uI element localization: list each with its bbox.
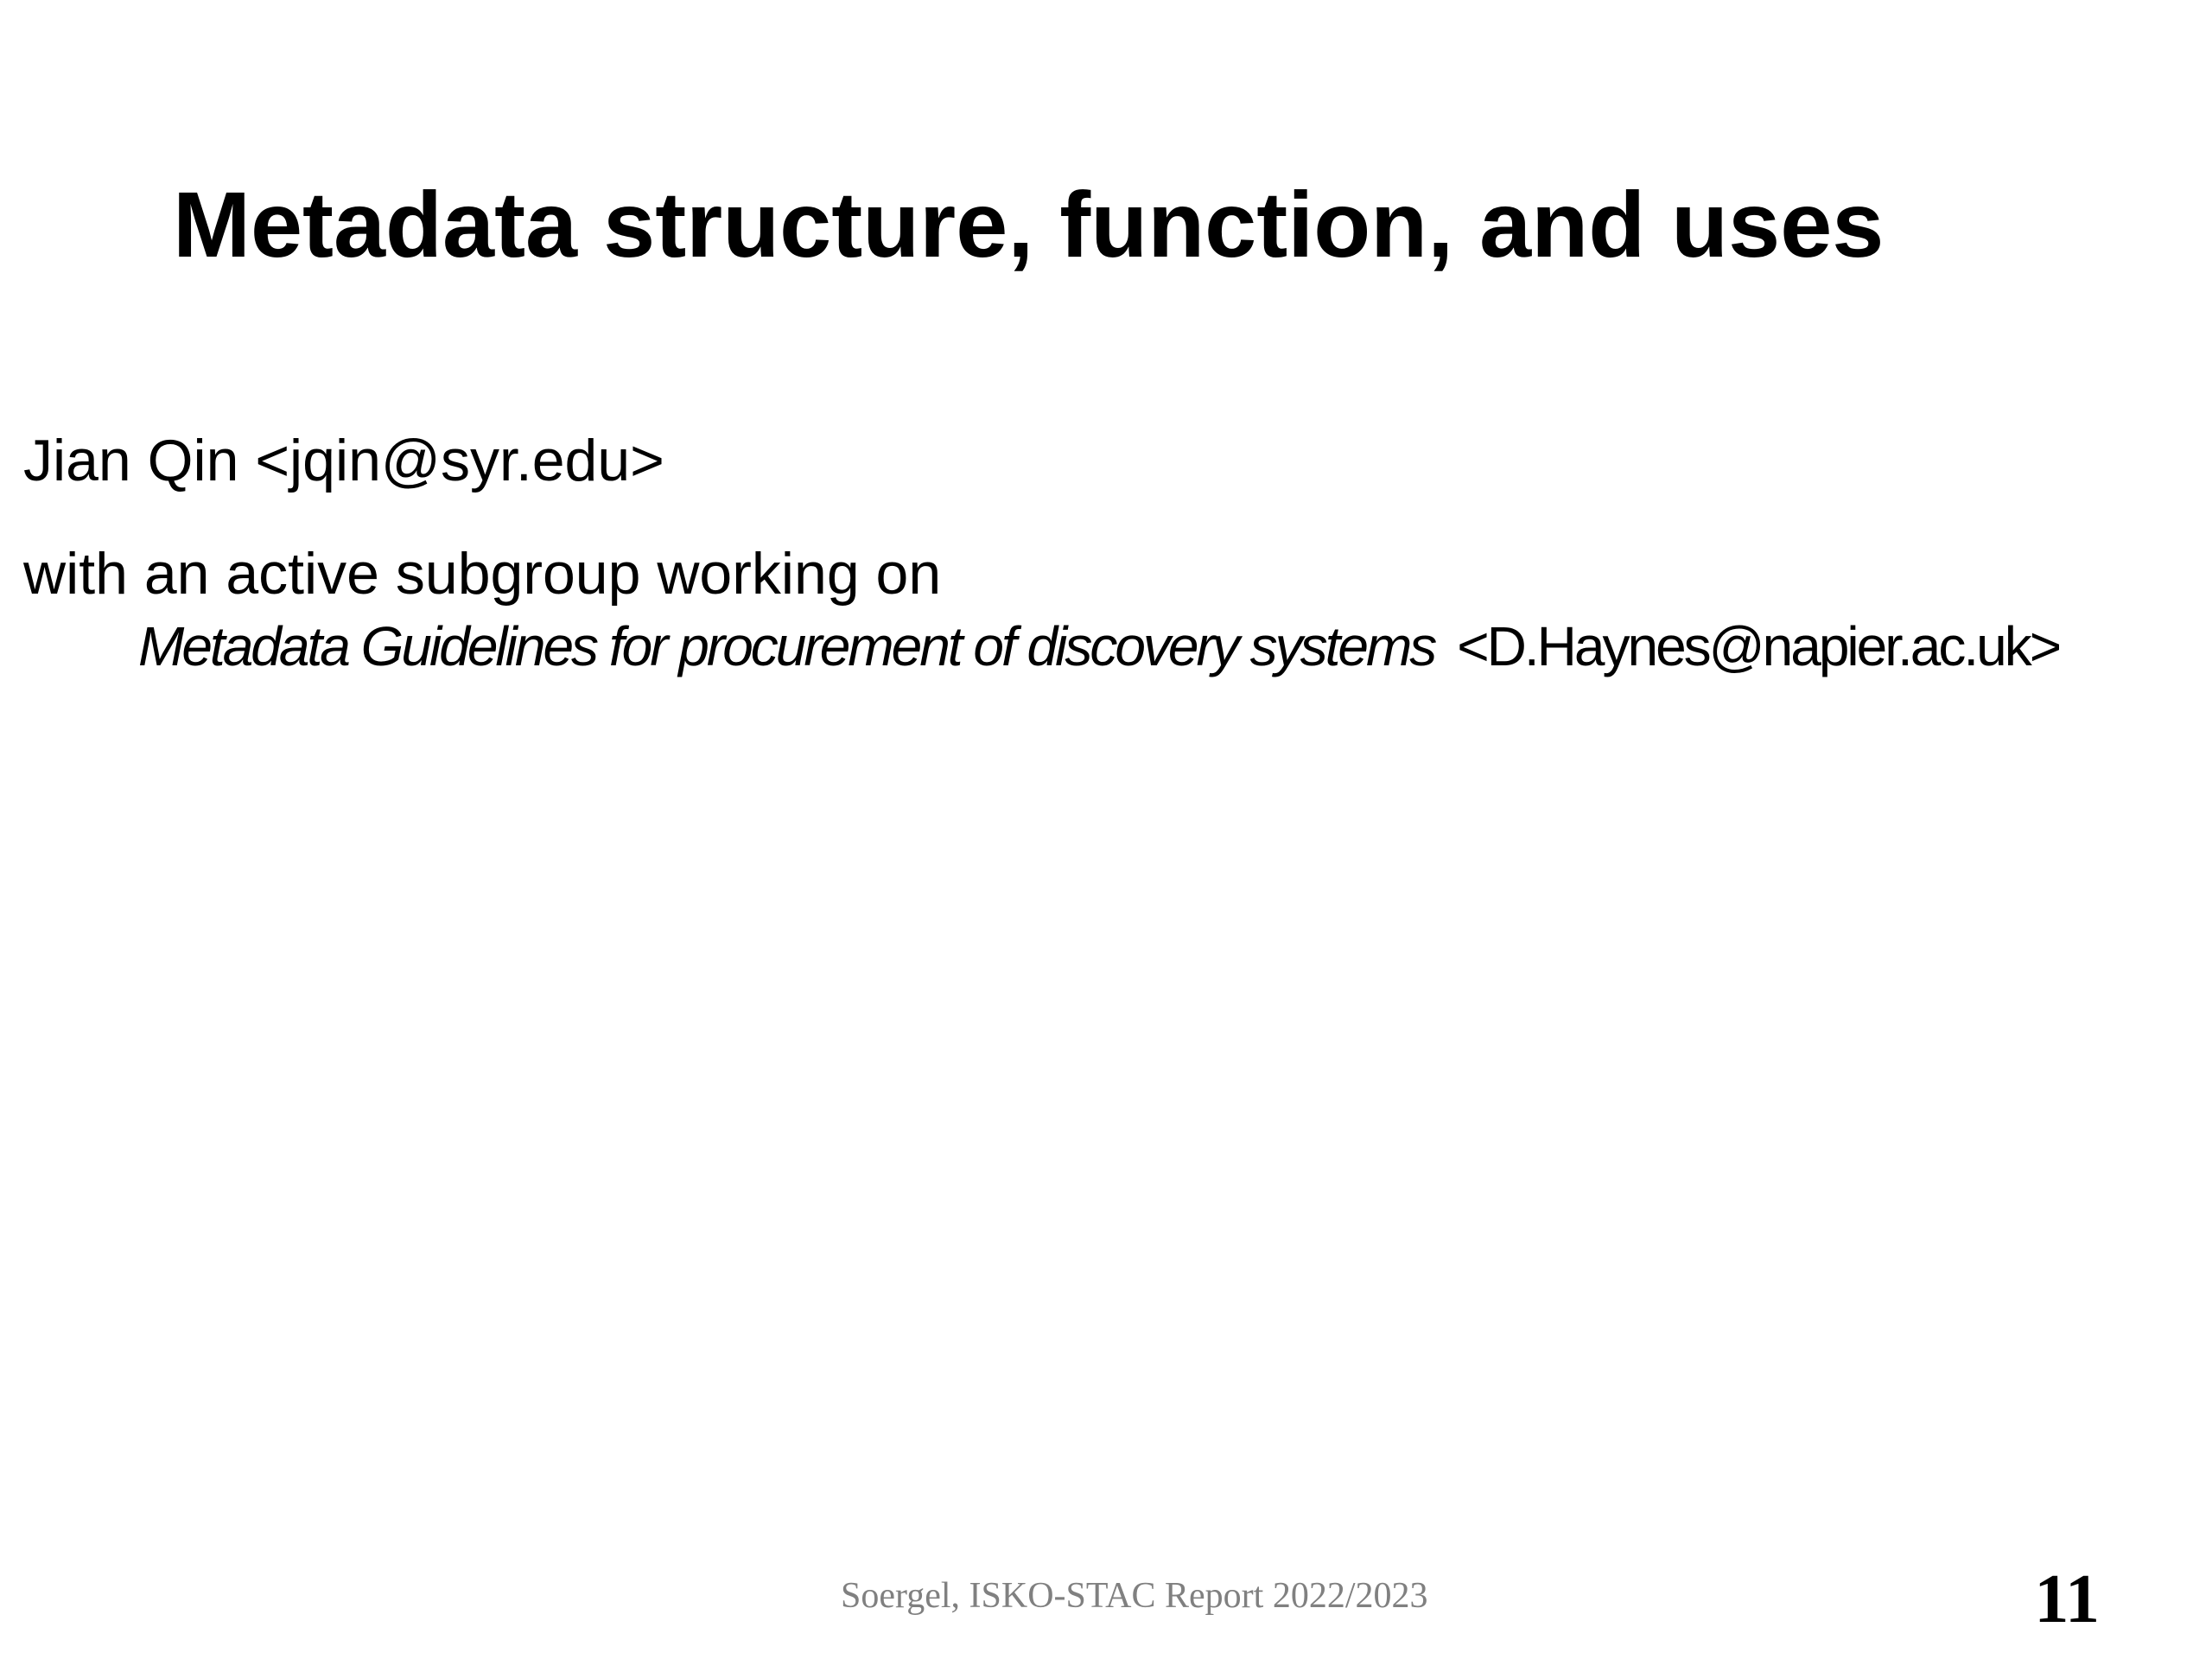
subgroup-intro: with an active subgroup working on [23,541,942,607]
slide-footer: Soergel, ISKO-STAC Report 2022/2023 [841,1576,1428,1616]
author-line: Jian Qin <jqin@syr.edu> [23,428,664,493]
subgroup-email: <D.Haynes@napier.ac.uk> [1457,615,2060,677]
slide-title: Metadata structure, function, and uses [173,172,1885,276]
subgroup-title: Metadata Guidelines for procurement of discovery systems [138,615,1435,677]
page-number: 11 [2034,1561,2100,1637]
subgroup-line [138,612,2059,681]
